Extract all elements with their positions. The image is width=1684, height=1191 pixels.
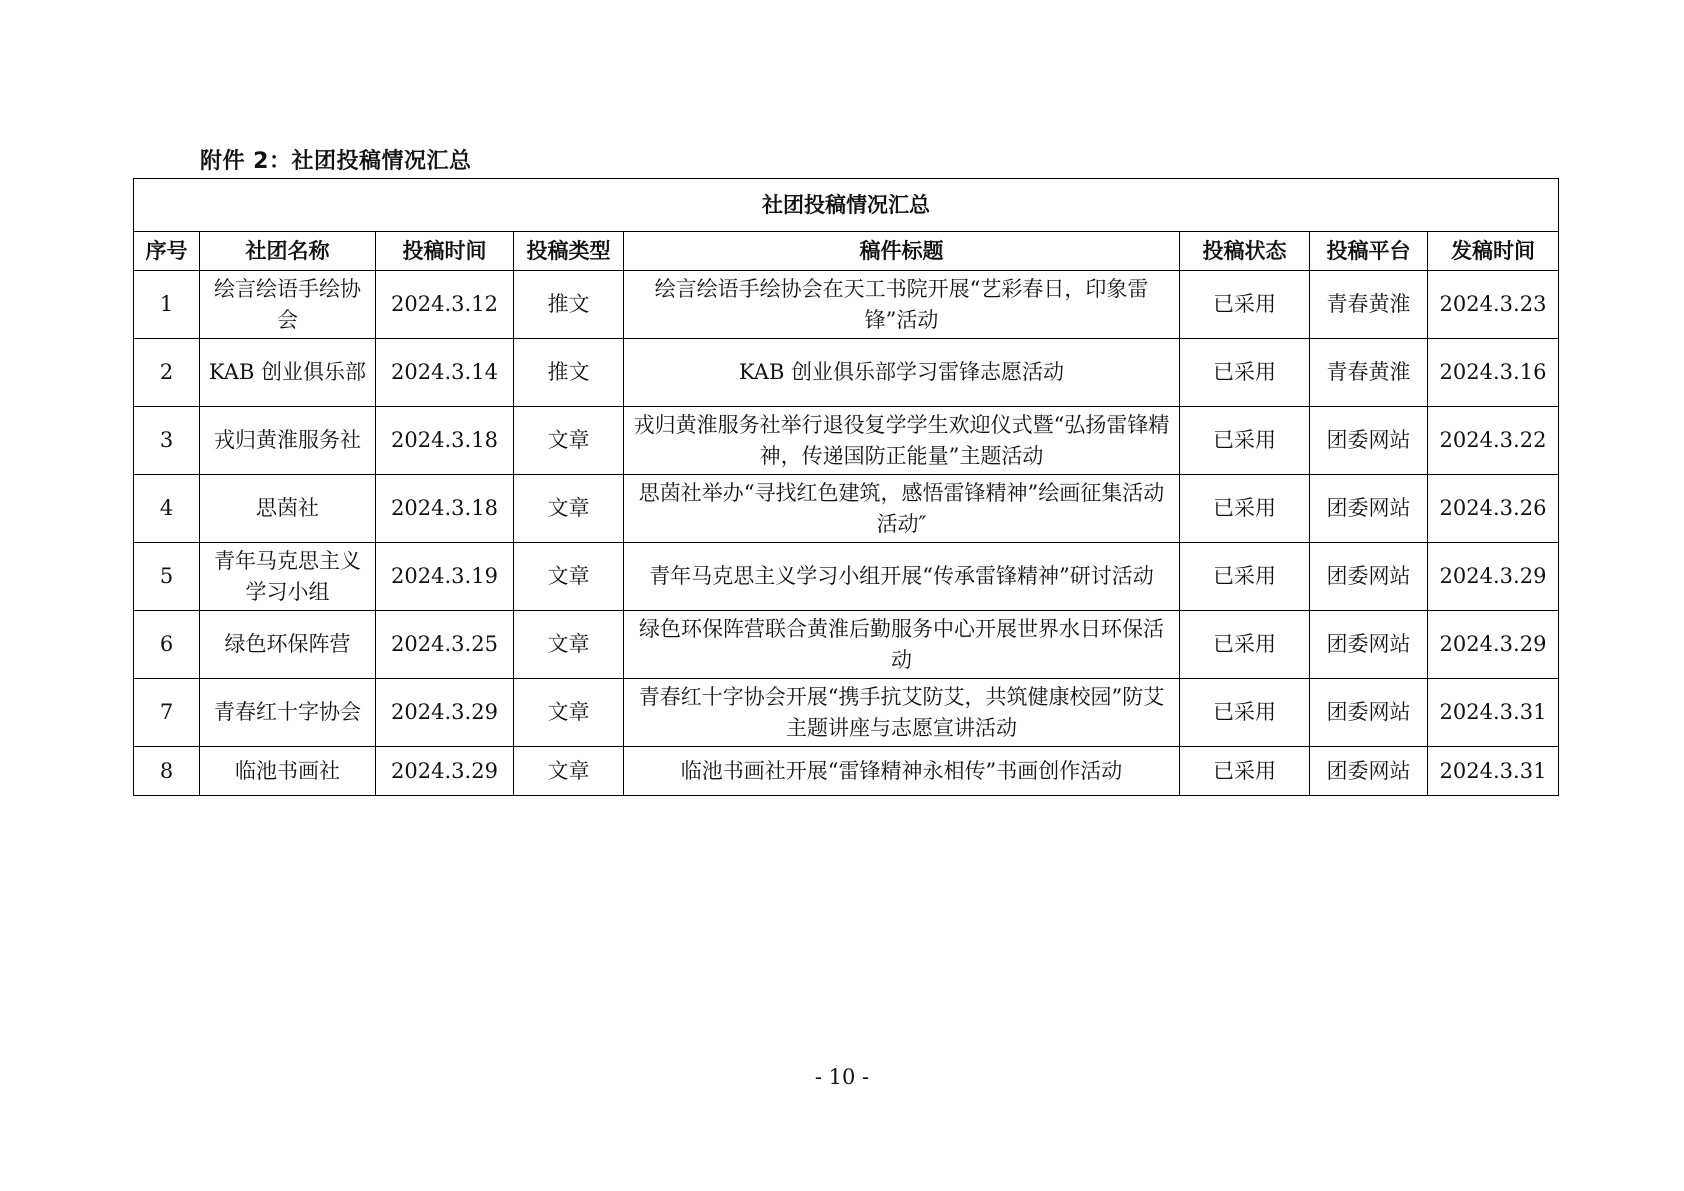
- article-title-cell: 绿色环保阵营联合黄淮后勤服务中心开展世界水日环保活动: [624, 611, 1180, 679]
- platform-cell: 团委网站: [1310, 679, 1428, 747]
- attachment-heading: 附件 2：社团投稿情况汇总: [200, 149, 472, 174]
- platform-cell: 团委网站: [1310, 611, 1428, 679]
- status-cell: 已采用: [1180, 407, 1310, 475]
- article-title-cell: KAB 创业俱乐部学习雷锋志愿活动: [624, 339, 1180, 407]
- row-index-cell: 8: [134, 747, 200, 796]
- club-name-cell: 绿色环保阵营: [200, 611, 376, 679]
- publish-date-cell: 2024.3.31: [1428, 747, 1559, 796]
- platform-cell: 团委网站: [1310, 407, 1428, 475]
- column-header: 序号: [134, 232, 200, 271]
- table-row: [134, 339, 1559, 407]
- submit-date-cell: 2024.3.14: [376, 339, 514, 407]
- submit-type-cell: 文章: [514, 543, 624, 611]
- submit-type-cell: 文章: [514, 475, 624, 543]
- publish-date-cell: 2024.3.26: [1428, 475, 1559, 543]
- platform-cell: 青春黄淮: [1310, 271, 1428, 339]
- submission-summary-table: [133, 178, 1559, 796]
- article-title-cell: 绘言绘语手绘协会在天工书院开展“艺彩春日，印象雷锋”活动: [624, 271, 1180, 339]
- article-title-cell: 戎归黄淮服务社举行退役复学学生欢迎仪式暨“弘扬雷锋精神，传递国防正能量”主题活动: [624, 407, 1180, 475]
- table-row: [134, 611, 1559, 679]
- platform-cell: 团委网站: [1310, 475, 1428, 543]
- column-header: 投稿类型: [514, 232, 624, 271]
- table-row: [134, 271, 1559, 339]
- page-number: - 10 -: [814, 1065, 870, 1089]
- row-index-cell: 4: [134, 475, 200, 543]
- status-cell: 已采用: [1180, 611, 1310, 679]
- article-title-cell: 临池书画社开展“雷锋精神永相传”书画创作活动: [624, 747, 1180, 796]
- table-header-row: [134, 232, 1559, 271]
- submit-date-cell: 2024.3.12: [376, 271, 514, 339]
- row-index-cell: 6: [134, 611, 200, 679]
- platform-cell: 青春黄淮: [1310, 339, 1428, 407]
- article-title-cell: 思茵社举办“寻找红色建筑，感悟雷锋精神”绘画征集活动活动″: [624, 475, 1180, 543]
- row-index-cell: 5: [134, 543, 200, 611]
- column-header: 投稿状态: [1180, 232, 1310, 271]
- club-name-cell: 戎归黄淮服务社: [200, 407, 376, 475]
- column-header: 发稿时间: [1428, 232, 1559, 271]
- column-header: 投稿时间: [376, 232, 514, 271]
- submit-date-cell: 2024.3.25: [376, 611, 514, 679]
- table-title-row: [134, 179, 1559, 232]
- club-name-cell: 绘言绘语手绘协会: [200, 271, 376, 339]
- publish-date-cell: 2024.3.23: [1428, 271, 1559, 339]
- status-cell: 已采用: [1180, 339, 1310, 407]
- submit-type-cell: 文章: [514, 407, 624, 475]
- submit-type-cell: 文章: [514, 611, 624, 679]
- club-name-cell: 临池书画社: [200, 747, 376, 796]
- publish-date-cell: 2024.3.31: [1428, 679, 1559, 747]
- row-index-cell: 2: [134, 339, 200, 407]
- table-row: [134, 679, 1559, 747]
- table-row: [134, 747, 1559, 796]
- submit-date-cell: 2024.3.18: [376, 475, 514, 543]
- submit-date-cell: 2024.3.19: [376, 543, 514, 611]
- status-cell: 已采用: [1180, 679, 1310, 747]
- status-cell: 已采用: [1180, 271, 1310, 339]
- table-row: [134, 407, 1559, 475]
- row-index-cell: 1: [134, 271, 200, 339]
- status-cell: 已采用: [1180, 475, 1310, 543]
- submit-date-cell: 2024.3.18: [376, 407, 514, 475]
- status-cell: 已采用: [1180, 543, 1310, 611]
- submit-date-cell: 2024.3.29: [376, 747, 514, 796]
- club-name-cell: 青年马克思主义学习小组: [200, 543, 376, 611]
- table-title: 社团投稿情况汇总: [134, 179, 1559, 232]
- column-header: 社团名称: [200, 232, 376, 271]
- publish-date-cell: 2024.3.29: [1428, 611, 1559, 679]
- status-cell: 已采用: [1180, 747, 1310, 796]
- publish-date-cell: 2024.3.22: [1428, 407, 1559, 475]
- club-name-cell: 青春红十字协会: [200, 679, 376, 747]
- club-name-cell: 思茵社: [200, 475, 376, 543]
- club-name-cell: KAB 创业俱乐部: [200, 339, 376, 407]
- article-title-cell: 青年马克思主义学习小组开展“传承雷锋精神”研讨活动: [624, 543, 1180, 611]
- submit-type-cell: 文章: [514, 679, 624, 747]
- article-title-cell: 青春红十字协会开展“携手抗艾防艾，共筑健康校园”防艾主题讲座与志愿宣讲活动: [624, 679, 1180, 747]
- row-index-cell: 7: [134, 679, 200, 747]
- table-row: [134, 543, 1559, 611]
- publish-date-cell: 2024.3.16: [1428, 339, 1559, 407]
- row-index-cell: 3: [134, 407, 200, 475]
- publish-date-cell: 2024.3.29: [1428, 543, 1559, 611]
- submit-type-cell: 文章: [514, 747, 624, 796]
- column-header: 稿件标题: [624, 232, 1180, 271]
- submit-date-cell: 2024.3.29: [376, 679, 514, 747]
- platform-cell: 团委网站: [1310, 543, 1428, 611]
- platform-cell: 团委网站: [1310, 747, 1428, 796]
- table-row: [134, 475, 1559, 543]
- column-header: 投稿平台: [1310, 232, 1428, 271]
- submit-type-cell: 推文: [514, 271, 624, 339]
- submit-type-cell: 推文: [514, 339, 624, 407]
